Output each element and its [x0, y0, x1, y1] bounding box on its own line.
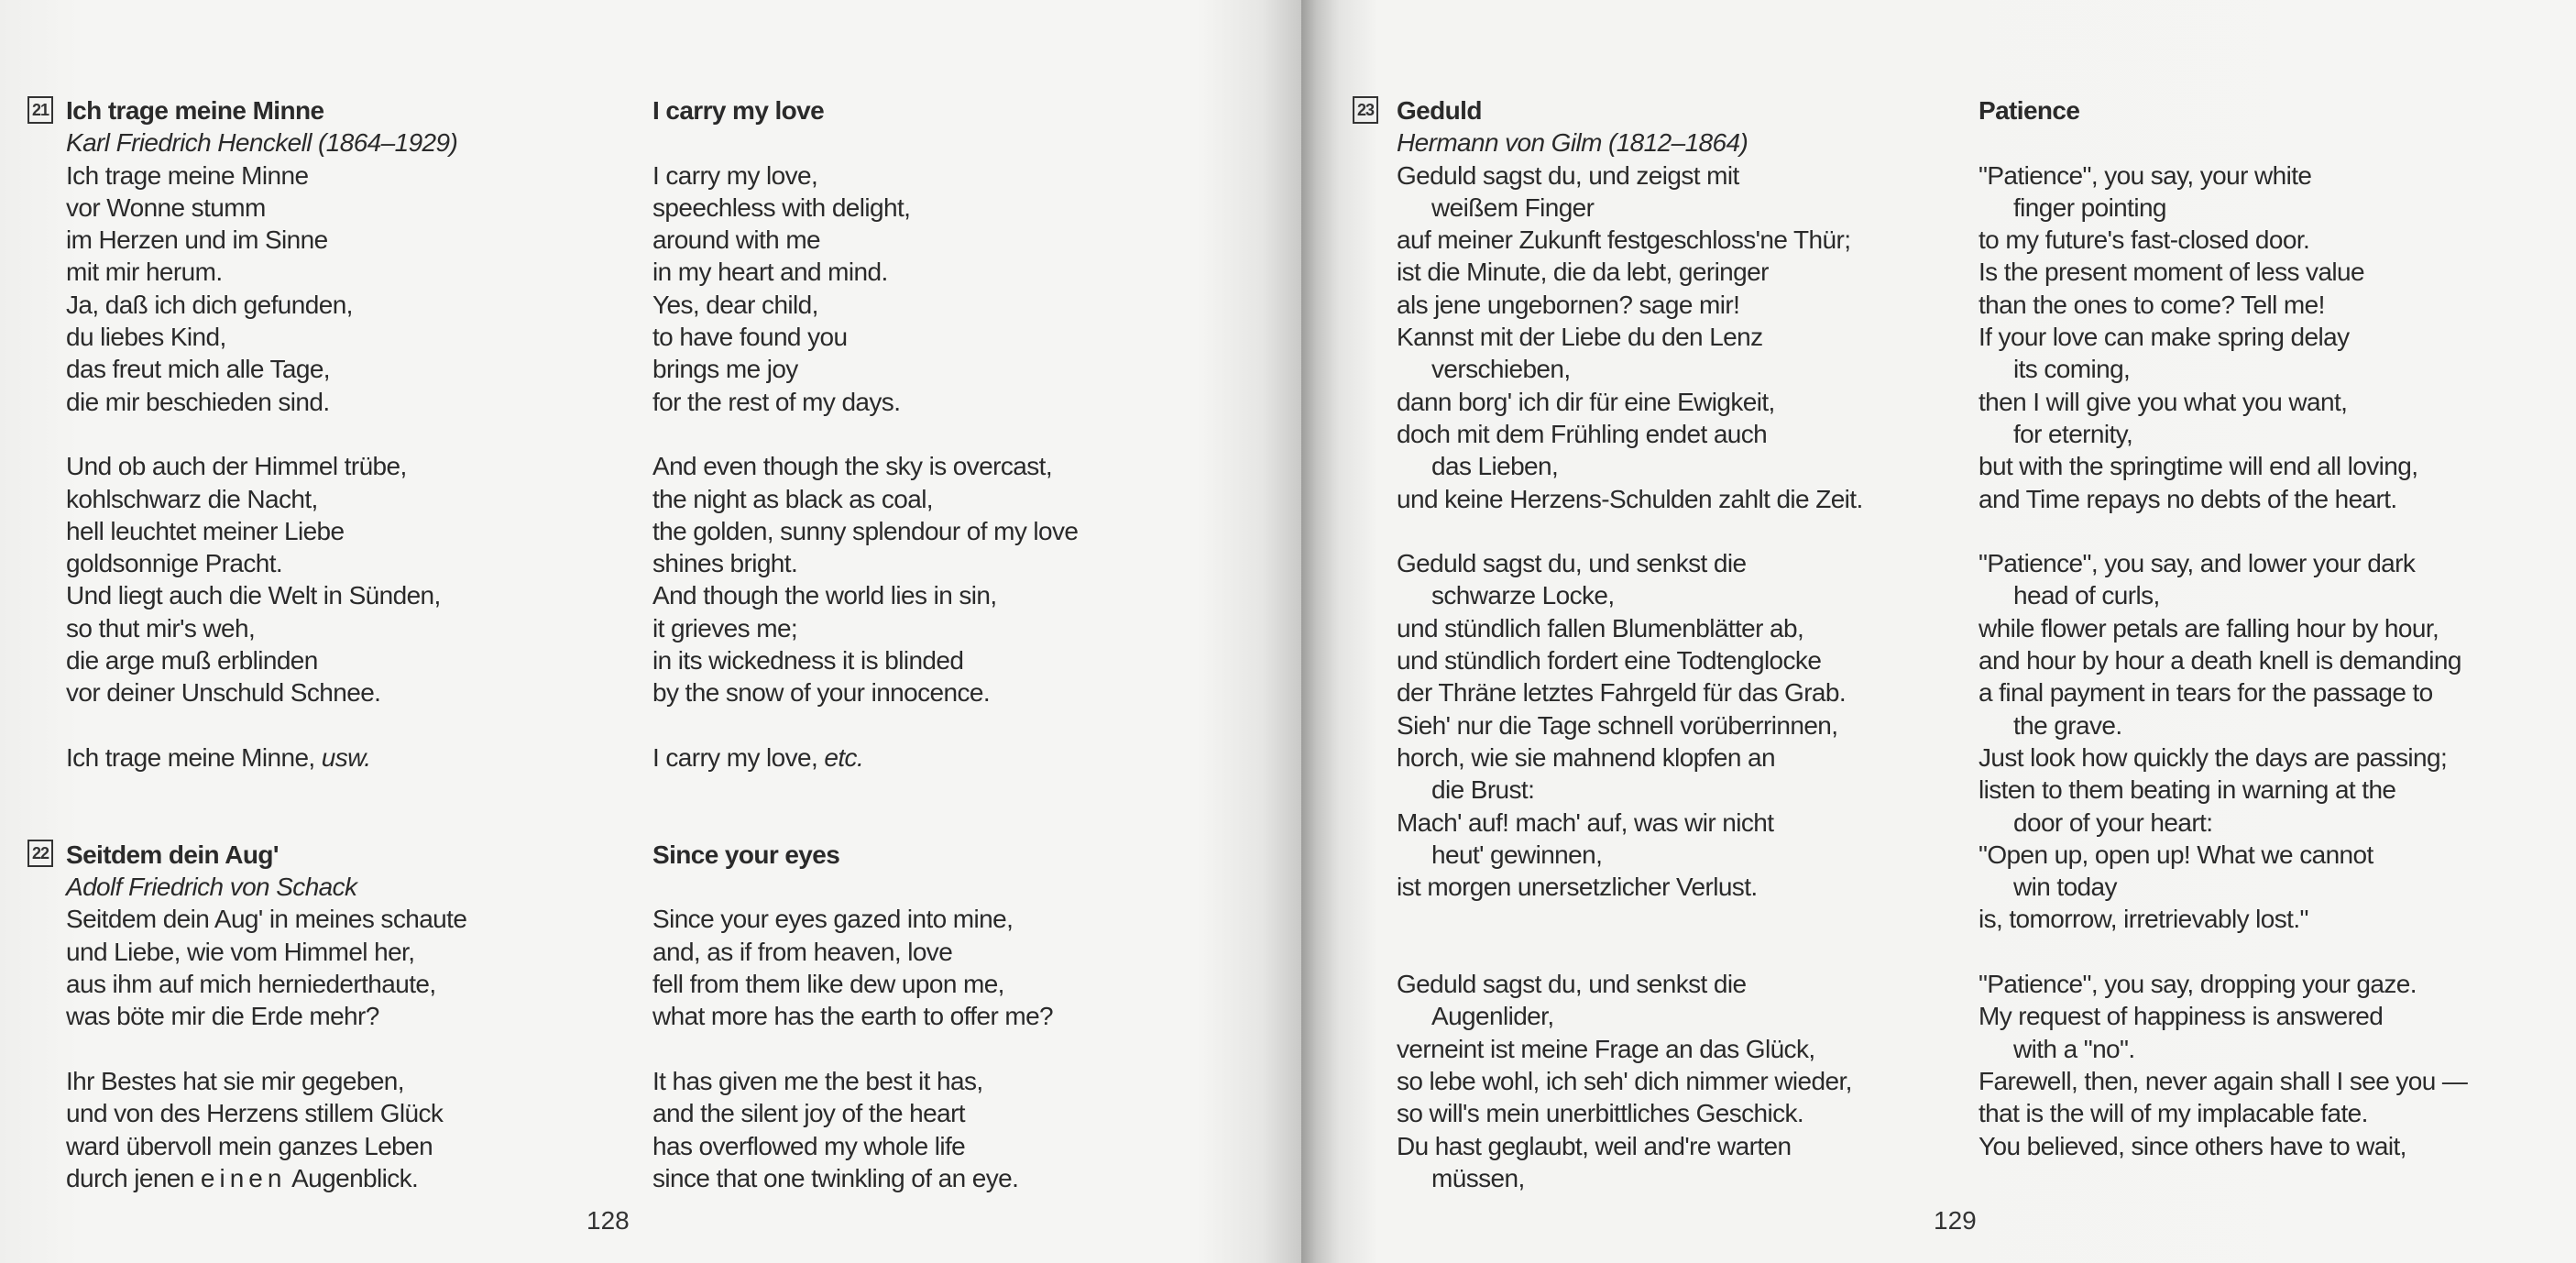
- verse-line: [652, 515, 1078, 547]
- verse-line: [66, 644, 466, 676]
- verse-line: [1979, 612, 2467, 644]
- line-text: "Open up, open up! What we cannot: [1979, 840, 2373, 869]
- verse-line: [1397, 224, 1863, 256]
- line-text: verneint ist meine Frage an das Glück,: [1397, 1034, 1815, 1063]
- line-text: was böte mir die Erde mehr?: [66, 1002, 379, 1031]
- verse-line: [1397, 676, 1863, 708]
- line-text: kohlschwarz die Nacht,: [66, 484, 318, 513]
- verse-line: [652, 483, 1078, 515]
- line-text: Farewell, then, never again shall I see you —: [1979, 1066, 2468, 1095]
- verse-line: [652, 159, 1078, 192]
- line-text: I carry my love: [652, 96, 825, 125]
- line-text: und stündlich fordert eine Todtenglocke: [1397, 646, 1822, 675]
- stanza-break: [1979, 936, 2467, 968]
- song-title: [1979, 94, 2467, 126]
- verse-line: [1397, 256, 1863, 288]
- verse-line: [1397, 644, 1863, 676]
- line-text: Kannst mit der Liebe du den Lenz: [1397, 323, 1763, 352]
- line-text: Ich trage meine Minne: [66, 96, 324, 125]
- verse-line: [1979, 1033, 2467, 1065]
- verse-line: [652, 256, 1078, 288]
- line-text: ist die Minute, die da lebt, geringer: [1397, 258, 1769, 287]
- line-text: doch mit dem Frühling endet auch: [1397, 419, 1768, 448]
- verse-line: [66, 903, 466, 935]
- verse-line: [1979, 968, 2467, 1000]
- verse-line: [652, 612, 1078, 644]
- line-text: Du hast geglaubt, weil and're warten: [1397, 1131, 1792, 1160]
- line-text: vor Wonne stumm: [66, 192, 266, 222]
- line-text: with a "no".: [2013, 1034, 2135, 1063]
- line-text: das freut mich alle Tage,: [66, 355, 330, 384]
- english-translation-column: [652, 94, 1078, 1194]
- verse-line: [652, 353, 1078, 385]
- line-text: das Lieben,: [1431, 452, 1559, 481]
- stanza-break: [1397, 903, 1863, 935]
- stanza-break: [66, 774, 466, 806]
- verse-line: [1979, 547, 2467, 579]
- stanza-break: [652, 1033, 1078, 1065]
- german-text-column: [66, 94, 466, 1194]
- line-text: Yes, dear child,: [652, 290, 818, 319]
- verse-line: [1979, 774, 2467, 806]
- line-text: die arge muß erblinden: [66, 646, 318, 675]
- line-text: that is the will of my implacable fate.: [1979, 1099, 2368, 1128]
- verse-line: [66, 612, 466, 644]
- line-text: Ihr Bestes hat sie mir gegeben,: [66, 1066, 404, 1095]
- line-text: und stündlich fallen Blumenblätter ab,: [1397, 613, 1804, 642]
- line-text: its coming,: [2013, 355, 2131, 384]
- stanza-break: [66, 418, 466, 450]
- line-text: Patience: [1979, 96, 2080, 125]
- verse-line: [1397, 1130, 1863, 1162]
- verse-line: [652, 1000, 1078, 1032]
- line-text: and hour by hour a death knell is demanding: [1979, 646, 2461, 675]
- line-text: is, tomorrow, irretrievably lost.": [1979, 905, 2308, 934]
- song-number-22: 22: [27, 840, 53, 867]
- stanza-break: [652, 774, 1078, 806]
- line-text: the night as black as coal,: [652, 484, 933, 513]
- line-text: around with me: [652, 225, 821, 255]
- stanza-break: [66, 709, 466, 741]
- verse-line: [66, 289, 466, 321]
- line-text: in my heart and mind.: [652, 258, 888, 287]
- line-text: in its wickedness it is blinded: [652, 646, 964, 675]
- verse-line: [1397, 192, 1863, 224]
- verse-line: [652, 192, 1078, 224]
- line-text: Ich trage meine Minne,: [66, 742, 322, 772]
- stanza-break: [652, 709, 1078, 741]
- verse-line: [1979, 450, 2467, 482]
- german-text-column: [1397, 94, 1863, 1194]
- line-text: and the silent joy of the heart: [652, 1099, 965, 1128]
- line-text: My request of happiness is answered: [1979, 1002, 2384, 1031]
- verse-line: [1979, 903, 2467, 935]
- verse-line: [66, 1000, 466, 1032]
- stanza-break: [652, 418, 1078, 450]
- line-text: der Thräne letztes Fahrgeld für das Grab.: [1397, 678, 1847, 708]
- line-text: Mach' auf! mach' auf, was wir nicht: [1397, 807, 1774, 837]
- song-number-21: 21: [27, 96, 53, 124]
- line-text: und Liebe, wie vom Himmel her,: [66, 937, 415, 966]
- line-text: Seitdem dein Aug' in meines schaute: [66, 905, 467, 934]
- line-text: verschieben,: [1431, 355, 1571, 384]
- line-text: since that one twinkling of an eye.: [652, 1163, 1019, 1192]
- page-number: 129: [1934, 1206, 1977, 1235]
- line-text: die Brust:: [1431, 775, 1535, 805]
- stanza-break: [1397, 936, 1863, 968]
- verse-line: [1979, 644, 2467, 676]
- stanza-break: [652, 126, 1078, 159]
- verse-line: [1397, 353, 1863, 385]
- line-text: for eternity,: [2013, 419, 2133, 448]
- line-text: the grave.: [2013, 710, 2122, 740]
- line-text: die mir beschieden sind.: [66, 387, 330, 416]
- song-title: [66, 94, 466, 126]
- verse-line: [1397, 418, 1863, 450]
- verse-line: [652, 644, 1078, 676]
- line-text: shines bright.: [652, 549, 798, 578]
- line-text: als jene ungebornen? sage mir!: [1397, 290, 1740, 319]
- verse-line: [1397, 579, 1863, 611]
- emphasized-word: einen: [200, 1163, 287, 1192]
- line-text: and Time repays no debts of the heart.: [1979, 484, 2397, 513]
- verse-line: [1979, 159, 2467, 192]
- stanza-break: [1397, 515, 1863, 547]
- verse-line: [66, 159, 466, 192]
- verse-line: [1979, 676, 2467, 708]
- verse-line: [1397, 839, 1863, 871]
- verse-line: [1979, 289, 2467, 321]
- right-page: [1301, 0, 2576, 1263]
- verse-line: [1979, 741, 2467, 774]
- line-text: I carry my love,: [652, 742, 825, 772]
- verse-line: [66, 741, 466, 774]
- poet-credit: [66, 871, 466, 903]
- line-text: und von des Herzens stillem Glück: [66, 1099, 444, 1128]
- verse-line: [1979, 256, 2467, 288]
- line-text: Is the present moment of less value: [1979, 258, 2364, 287]
- line-text: You believed, since others have to wait,: [1979, 1131, 2406, 1160]
- line-text: the golden, sunny splendour of my love: [652, 516, 1079, 545]
- verse-line: [652, 936, 1078, 968]
- line-text: win today: [2013, 873, 2117, 902]
- line-text: durch jenen: [66, 1163, 201, 1192]
- verse-line: [66, 1065, 466, 1097]
- line-text: so thut mir's weh,: [66, 613, 256, 642]
- verse-line: [66, 1130, 466, 1162]
- verse-line: [652, 289, 1078, 321]
- line-text: than the ones to come? Tell me!: [1979, 290, 2325, 319]
- line-text: finger pointing: [2013, 192, 2166, 222]
- line-text: Karl Friedrich Henckell (1864–1929): [66, 128, 458, 158]
- verse-line: [1979, 483, 2467, 515]
- line-text: heut' gewinnen,: [1431, 840, 1603, 869]
- line-text: weißem Finger: [1431, 192, 1595, 222]
- verse-line: [652, 547, 1078, 579]
- verse-line: [1397, 547, 1863, 579]
- line-text: ist morgen unersetzlicher Verlust.: [1397, 873, 1758, 902]
- verse-line: [1979, 1065, 2467, 1097]
- verse-line: [1397, 1033, 1863, 1065]
- song-title: [652, 94, 1078, 126]
- verse-line: [1397, 871, 1863, 903]
- verse-line: [1397, 1097, 1863, 1129]
- line-text: Geduld sagst du, und zeigst mit: [1397, 160, 1739, 190]
- verse-line: [1397, 741, 1863, 774]
- verse-line: [66, 1097, 466, 1129]
- verse-line: [652, 903, 1078, 935]
- line-text: speechless with delight,: [652, 192, 911, 222]
- line-text: I carry my love,: [652, 160, 818, 190]
- verse-line: [1397, 807, 1863, 839]
- line-text: goldsonnige Pracht.: [66, 549, 283, 578]
- line-text: what more has the earth to offer me?: [652, 1002, 1054, 1031]
- line-text: And though the world lies in sin,: [652, 581, 997, 610]
- line-text: so lebe wohl, ich seh' dich nimmer wieder,: [1397, 1066, 1852, 1095]
- verse-line: [1397, 968, 1863, 1000]
- line-text: und keine Herzens-Schulden zahlt die Zeit.: [1397, 484, 1863, 513]
- line-text: and, as if from heaven, love: [652, 937, 953, 966]
- line-text: "Patience", you say, your white: [1979, 160, 2312, 190]
- verse-line: [652, 579, 1078, 611]
- verse-line: [1397, 321, 1863, 353]
- verse-line: [652, 676, 1078, 708]
- line-text: du liebes Kind,: [66, 323, 226, 352]
- verse-line: [66, 483, 466, 515]
- verse-line: [1979, 807, 2467, 839]
- verse-line: [66, 321, 466, 353]
- line-text: vor deiner Unschuld Schnee.: [66, 678, 381, 708]
- stanza-break: [1979, 126, 2467, 159]
- italic-abbreviation: etc.: [824, 742, 864, 772]
- line-text: Since your eyes: [652, 840, 840, 869]
- stanza-break: [1979, 515, 2467, 547]
- verse-line: [66, 936, 466, 968]
- verse-line: [66, 353, 466, 385]
- line-text: listen to them beating in warning at the: [1979, 775, 2396, 805]
- line-text: ward übervoll mein ganzes Leben: [66, 1131, 433, 1160]
- verse-line: [1979, 386, 2467, 418]
- song-title: [1397, 94, 1863, 126]
- stanza-break: [652, 871, 1078, 903]
- line-text: has overflowed my whole life: [652, 1131, 966, 1160]
- line-text: so will's mein unerbittliches Geschick.: [1397, 1099, 1804, 1128]
- line-text: Just look how quickly the days are passing;: [1979, 742, 2448, 772]
- line-text: by the snow of your innocence.: [652, 678, 991, 708]
- verse-line: [652, 386, 1078, 418]
- line-text: while flower petals are falling hour by hour,: [1979, 613, 2439, 642]
- line-text: door of your heart:: [2013, 807, 2213, 837]
- line-text: If your love can make spring delay: [1979, 323, 2350, 352]
- line-text: Since your eyes gazed into mine,: [652, 905, 1014, 934]
- verse-line: [66, 386, 466, 418]
- verse-line: [652, 224, 1078, 256]
- line-text: to my future's fast-closed door.: [1979, 225, 2310, 255]
- verse-line: [1979, 224, 2467, 256]
- verse-line: [1397, 1065, 1863, 1097]
- verse-line: [1397, 289, 1863, 321]
- verse-line: [66, 256, 466, 288]
- verse-line: [66, 968, 466, 1000]
- verse-line: [652, 1065, 1078, 1097]
- line-text: mit mir herum.: [66, 258, 223, 287]
- verse-line: [1979, 1130, 2467, 1162]
- line-text: "Patience", you say, and lower your dark: [1979, 549, 2416, 578]
- verse-line: [66, 1162, 466, 1194]
- line-text: it grieves me;: [652, 613, 798, 642]
- verse-line: [652, 1097, 1078, 1129]
- line-text: auf meiner Zukunft festgeschloss'ne Thür;: [1397, 225, 1851, 255]
- line-text: brings me joy: [652, 355, 798, 384]
- line-text: Geduld sagst du, und senkst die: [1397, 549, 1747, 578]
- line-text: Hermann von Gilm (1812–1864): [1397, 128, 1748, 158]
- page-number: 128: [586, 1206, 630, 1235]
- song-number-23: 23: [1353, 96, 1378, 124]
- poet-credit: [66, 126, 466, 159]
- verse-line: [1397, 159, 1863, 192]
- line-text: Adolf Friedrich von Schack: [66, 873, 357, 902]
- verse-line: [652, 968, 1078, 1000]
- verse-line: [1979, 1097, 2467, 1129]
- verse-line: [1979, 579, 2467, 611]
- verse-line: [1979, 871, 2467, 903]
- line-text: a final payment in tears for the passage to: [1979, 678, 2433, 708]
- line-text: then I will give you what you want,: [1979, 387, 2348, 416]
- verse-line: [66, 579, 466, 611]
- verse-line: [1979, 321, 2467, 353]
- verse-line: [1397, 612, 1863, 644]
- line-text: head of curls,: [2013, 581, 2160, 610]
- verse-line: [66, 547, 466, 579]
- line-text: for the rest of my days.: [652, 387, 901, 416]
- verse-line: [652, 1130, 1078, 1162]
- verse-line: [1397, 1000, 1863, 1032]
- line-text: im Herzen und im Sinne: [66, 225, 328, 255]
- song-title: [652, 839, 1078, 871]
- line-text: müssen,: [1431, 1163, 1525, 1192]
- line-text: fell from them like dew upon me,: [652, 970, 1004, 999]
- verse-line: [1397, 1162, 1863, 1194]
- verse-line: [1979, 1000, 2467, 1032]
- stanza-break: [652, 807, 1078, 839]
- line-text: aus ihm auf mich herniederthaute,: [66, 970, 436, 999]
- stanza-break: [66, 1033, 466, 1065]
- line-text: but with the springtime will end all loving,: [1979, 452, 2418, 481]
- line-text: Geduld sagst du, und senkst die: [1397, 970, 1747, 999]
- song-title: [66, 839, 466, 871]
- verse-line: [652, 741, 1078, 774]
- italic-abbreviation: usw.: [321, 742, 371, 772]
- line-text: Und liegt auch die Welt in Sünden,: [66, 581, 441, 610]
- verse-line: [1397, 774, 1863, 806]
- verse-line: [1397, 483, 1863, 515]
- line-text: Augenblick.: [286, 1163, 419, 1192]
- line-text: dann borg' ich dir für eine Ewigkeit,: [1397, 387, 1775, 416]
- line-text: It has given me the best it has,: [652, 1066, 983, 1095]
- stanza-break: [66, 807, 466, 839]
- line-text: schwarze Locke,: [1431, 581, 1615, 610]
- line-text: Und ob auch der Himmel trübe,: [66, 452, 407, 481]
- verse-line: [1979, 353, 2467, 385]
- line-text: "Patience", you say, dropping your gaze.: [1979, 970, 2417, 999]
- english-translation-column: [1979, 94, 2467, 1162]
- verse-line: [1979, 709, 2467, 741]
- verse-line: [66, 224, 466, 256]
- verse-line: [66, 515, 466, 547]
- verse-line: [652, 321, 1078, 353]
- verse-line: [652, 450, 1078, 482]
- line-text: Seitdem dein Aug': [66, 840, 279, 869]
- verse-line: [1397, 386, 1863, 418]
- line-text: Geduld: [1397, 96, 1482, 125]
- verse-line: [66, 450, 466, 482]
- line-text: to have found you: [652, 323, 848, 352]
- line-text: And even though the sky is overcast,: [652, 452, 1052, 481]
- poet-credit: [1397, 126, 1863, 159]
- verse-line: [1979, 418, 2467, 450]
- verse-line: [66, 192, 466, 224]
- line-text: Ja, daß ich dich gefunden,: [66, 290, 353, 319]
- line-text: Sieh' nur die Tage schnell vorüberrinnen,: [1397, 710, 1838, 740]
- verse-line: [652, 1162, 1078, 1194]
- line-text: Augenlider,: [1431, 1002, 1554, 1031]
- line-text: Ich trage meine Minne: [66, 160, 309, 190]
- verse-line: [1979, 839, 2467, 871]
- line-text: hell leuchtet meiner Liebe: [66, 516, 345, 545]
- verse-line: [66, 676, 466, 708]
- verse-line: [1397, 709, 1863, 741]
- line-text: horch, wie sie mahnend klopfen an: [1397, 742, 1775, 772]
- verse-line: [1397, 450, 1863, 482]
- verse-line: [1979, 192, 2467, 224]
